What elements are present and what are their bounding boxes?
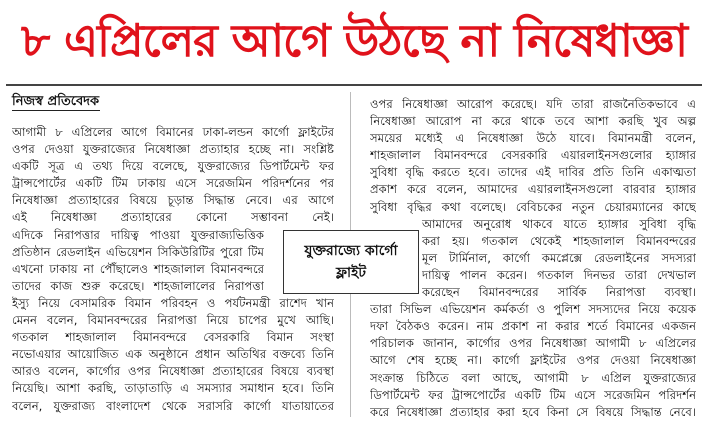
article-text-line: আগামী ৮ এপ্রিলের আগে বিমানের ঢাকা-লন্ডন কার্গো ফ্লাইটের <box>12 125 334 139</box>
pull-quote-box <box>283 230 419 294</box>
article-text-line: নিষেধাজ্ঞা আরোপ না করে থাকে তবে আশা করছি খুব অল্প <box>370 114 696 129</box>
article-text-line: তারা সিভিল এভিয়েশন কর্মকর্তা ও পুলিশ সদস্যদের নিয়ে কয়েক <box>370 302 696 317</box>
article-text-line: মূল টার্মিনাল, কার্গো কমপ্লেক্সে রেডলাইনের সদস্যরা <box>422 250 696 265</box>
article-text-line: নিয়েছি। আশা করছি, তাড়াতাড়ি এ সমস্যার সমাধান হবে। তিনি <box>12 381 334 396</box>
article-text-line: ওপর নিষেধাজ্ঞা আরোপ করেছে। যদি তারা রাজনৈতিকভাবে এ <box>370 97 696 111</box>
article-text-line: শাহজালাল বিমানবন্দরে বেসরকারি এয়ারলাইনসগুলোর হ্যাঙ্গার <box>370 148 696 163</box>
pull-quote-line: ফ্লাইট <box>336 265 366 281</box>
article-text-line: তাদের কাজ শুরু করেছে। শাহজালালের নিরাপত্তা <box>12 278 264 293</box>
article-text-line: ট্রান্সপোর্টের একটি টিম ঢাকায় এসে সরেজমিন পরিদর্শনের পর <box>12 176 334 191</box>
article-text-line: আমাদের অনুরোধ থাকবে যাতে হ্যাঙ্গার সুবিধা বৃদ্ধি <box>422 216 696 231</box>
article-text-line: দফা বৈঠকও করেন। নাম প্রকাশ না করার শর্তে বিমানের একজন <box>370 319 696 334</box>
article-text-line: ডিপার্টমেন্ট ফর ট্রান্সপোর্টের একটি টিম এসে সরেজমিন পরিদর্শন <box>370 387 696 402</box>
article-text-line: নিষেধাজ্ঞা প্রত্যাহারের বিষয়ে চূড়ান্ত সিদ্ধান্ত নেবে। এর আগে <box>12 193 334 208</box>
article-text-line: ওপর দেওয়া যুক্তরাজ্যের নিষেধাজ্ঞা প্রত্যাহার হচ্ছে না। সংশ্লিষ্ট <box>12 142 334 157</box>
article-text-line: করেছেন বিমানবন্দরের সার্বিক নিরাপত্তা ব্যবস্থা। <box>422 285 696 300</box>
article-text-line: মেনন বলেন, বিমানবন্দরের নিরাপত্তা নিয়ে চাপের মুখে আছি। <box>12 313 334 328</box>
article-text-line: এই নিষেধাজ্ঞা প্রত্যাহারের কোনো সম্ভাবনা নেই। <box>12 210 334 225</box>
article-text-line: দায়িত্ব পালন করেন। গতকাল দিনভর তারা দেখভাল <box>422 267 696 282</box>
article-text-line: প্রতিষ্ঠান রেডলাইন এভিয়েশন সিকিউরিটির পুরো টিম <box>12 244 264 259</box>
article-text-line: এদিকে নিরাপত্তার দায়িত্ব পাওয়া যুক্তরাজ্যভিত্তিক <box>12 227 264 242</box>
article-text-line: করে নিষেধাজ্ঞা প্রত্যাহার করা হবে কিনা সে বিষয়ে সিদ্ধান্ত নেবে। <box>370 404 696 419</box>
article-text-line: একটি সূত্র এ তথ্য দিয়ে বলেছে, যুক্তরাজ্যের ডিপার্টমেন্ট ফর <box>12 159 334 174</box>
article-text-line: বলেন, যুক্তরাজ্য বাংলাদেশ থেকে সরাসরি কার্গো যাতায়াতের <box>12 398 334 413</box>
article-text-line: সময়ের মধ্যেই এ নিষেধাজ্ঞা উঠে যাবে। বিমানমন্ত্রী বলেন, <box>370 131 696 146</box>
article-text-line: ইস্যু নিয়ে বেসামরিক বিমান পরিবহন ও পর্যটনমন্ত্রী রাশেদ খান <box>12 295 334 310</box>
pull-quote-line: যুক্তরাজ্যে কার্গো <box>304 243 398 259</box>
article-text-line: এখনো ঢাকায় না পৌঁছালেও শাহজালাল বিমানবন্দরে <box>12 261 264 276</box>
byline: নিজস্ব প্রতিবেদক <box>12 94 100 109</box>
article-text-line: পরিচালক জানান, কার্গোর ওপর নিষেধাজ্ঞা আগামী ৮ এপ্রিলের <box>370 336 696 351</box>
article-text-line: সংক্রান্ত চিঠিতে বলা আছে, আগামী ৮ এপ্রিল যুক্তরাজ্যের <box>370 370 696 385</box>
article-text-line: সুবিধা বৃদ্ধির কথা বলেছে। বেবিচকের নতুন চেয়ারম্যানের কাছে <box>370 199 696 214</box>
article-text-line: নভোএয়ার আয়োজিত এক অনুষ্ঠানে প্রধান অতিথির বক্তব্যে তিনি <box>12 347 334 362</box>
headline-divider <box>6 84 702 86</box>
article-text-line: আরও বলেন, কার্গোর ওপর নিষেধাজ্ঞা প্রত্যাহারের বিষয়ে ব্যবস্থা <box>12 364 334 379</box>
article-text-line: সুবিধা বৃদ্ধি করতে হবে। তাদের এই দাবির প্রতি তিনি একাত্মতা <box>370 165 696 180</box>
byline-underline <box>12 110 100 111</box>
article-text-line: করা হয়। গতকাল থেকেই শাহজালাল বিমানবন্দরের <box>422 233 696 248</box>
article-text-line: গতকাল শাহজালাল বিমানবন্দরে বেসরকারি বিমান সংস্থা <box>12 330 334 345</box>
article-text-line: আগে শেষ হচ্ছে না। কার্গো ফ্লাইটের ওপর দেওয়া নিষেধাজ্ঞা <box>370 353 696 368</box>
headline: ৮ এপ্রিলের আগে উঠছে না নিষেধাজ্ঞা <box>20 14 688 67</box>
article-text-line: প্রকাশ করে বলেন, আমাদের এয়ারলাইনসগুলো বারবার হ্যাঙ্গার <box>370 182 696 197</box>
